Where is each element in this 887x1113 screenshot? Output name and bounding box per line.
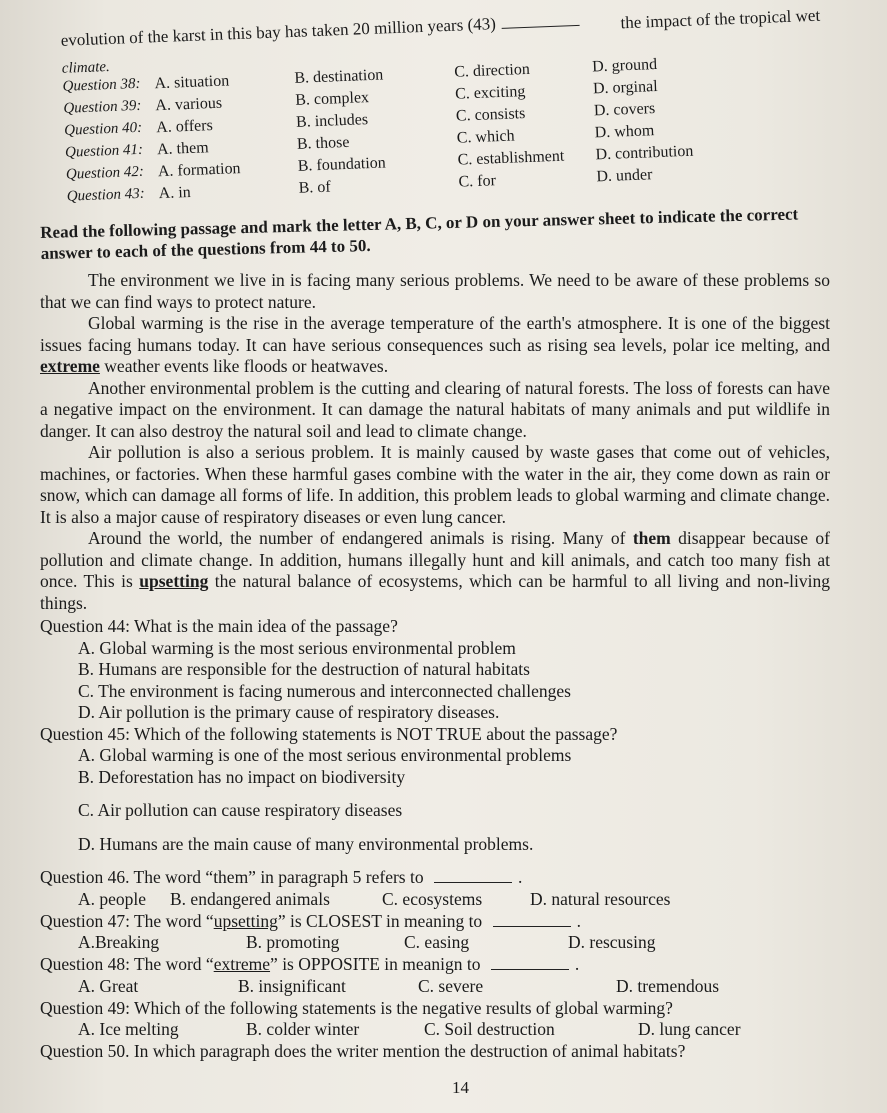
word-upsetting: upsetting [139, 571, 209, 591]
question-49-stem: Question 49: Which of the following statements is the negative results of global warming? [40, 997, 673, 1018]
question-48-option-c: C. severe [418, 975, 484, 996]
cloze-climate-word: climate. [61, 58, 111, 77]
question-label: Question 39: [63, 97, 142, 117]
option-a: A. them [156, 139, 209, 159]
question-46-option-b: B. endangered animals [170, 888, 330, 909]
question-list [40, 616, 830, 1063]
paragraph-1: The environment we live in is facing many serious problems. We need to be aware of these problems so that we can find ways to protect nature. [40, 270, 830, 312]
question-45-option-b: B. Deforestation has no impact on biodiversity [78, 766, 406, 787]
option-d: D. contribution [595, 142, 694, 164]
question-47-stem: Question 47: The word “upsetting” is CLOSEST in meaning to . [40, 910, 581, 931]
option-c: C. which [456, 127, 515, 147]
reading-instructions: Read the following passage and mark the letter A, B, C, or D on your answer sheet to indicate the correct answer to each of the questions from 44 to 50. [40, 204, 799, 263]
question-48-options [78, 976, 830, 998]
option-d: D. whom [594, 122, 655, 142]
word-them: them [632, 528, 671, 548]
question-label: Question 43: [66, 185, 145, 205]
option-b: B. complex [294, 89, 370, 109]
question-48-option-d: D. tremendous [616, 975, 720, 996]
question-49-options [78, 1019, 830, 1041]
option-c: C. consists [455, 105, 526, 125]
question-45-option-d: D. Humans are the main cause of many environmental problems. [78, 833, 534, 854]
question-44-option-b: B. Humans are responsible for the destruction of natural habitats [78, 659, 530, 679]
question-44-stem: Question 44: What is the main idea of the passage? [40, 616, 398, 636]
paragraph-4: Air pollution is also a serious problem. It is mainly caused by waste gases that come out of vehicles, machines, or factories. When these harmful gases combine with the water in the air, they come down as rain or snow, which can damage all forms of life. In addition, this problem leads to global warming and climate change. It is also a major cause of respiratory diseases or even lung cancer. [40, 442, 830, 527]
option-a: A. in [158, 183, 192, 203]
answer-blank [493, 926, 571, 927]
reading-passage [40, 270, 830, 614]
answer-blank [502, 25, 580, 29]
question-48-stem: Question 48: The word “extreme” is OPPOSITE in meanign to . [40, 954, 580, 974]
question-47-option-d: D. rescusing [568, 932, 656, 952]
question-49-option-a: A. Ice melting [78, 1019, 179, 1039]
question-label: Question 40: [63, 119, 143, 139]
option-a: A. situation [154, 72, 230, 93]
question-49-option-c: C. Soil destruction [424, 1019, 555, 1039]
option-c: C. for [458, 172, 497, 191]
question-49-option-d: D. lung cancer [638, 1019, 741, 1039]
answer-blank [434, 882, 512, 883]
page-number: 14 [452, 1078, 469, 1097]
option-b: B. foundation [297, 154, 387, 175]
question-label: Question 38: [62, 75, 141, 95]
cloze-continuation-right: the impact of the tropical wet [620, 5, 821, 33]
option-b: B. destination [294, 66, 384, 87]
question-45-stem: Question 45: Which of the following statements is NOT TRUE about the passage? [40, 723, 618, 744]
paragraph-5: Around the world, the number of endangered animals is rising. Many of them disappear because of pollution and climate change. In addition, humans illegally hunt and kill animals, and catch too many fish at once. This is upsetting the natural balance of ecosystems, which can be harmful to all living and non-living things. [40, 528, 831, 613]
reading-section [40, 204, 831, 1063]
question-47-options [78, 932, 830, 954]
question-47-option-a: A.Breaking [78, 932, 160, 952]
question-46-options [78, 889, 830, 911]
option-d: D. under [596, 166, 653, 186]
paragraph-2: Global warming is the rise in the average temperature of the earth's atmosphere. It is one of the biggest issues facing humans today. It can have serious consequences such as rising sea levels, polar ice melting, and extreme weather events like floods or heatwaves. [40, 313, 830, 376]
previous-questions-block [30, 0, 867, 230]
option-a: A. various [155, 94, 223, 115]
options-38-43 [62, 48, 866, 211]
question-46-option-c: C. ecosystems [382, 888, 483, 909]
question-48-option-b: B. insignificant [238, 975, 346, 996]
question-44-option-a: A. Global warming is the most serious environmental problem [78, 637, 516, 658]
option-a: A. formation [157, 160, 241, 181]
option-d: D. orginal [592, 77, 658, 98]
question-50-stem: Question 50. In which paragraph does the writer mention the destruction of animal habitats? [40, 1041, 686, 1061]
question-44-option-d: D. Air pollution is the primary cause of respiratory diseases. [78, 702, 500, 722]
option-d: D. ground [591, 55, 658, 76]
cloze-continuation-line [60, 11, 586, 51]
option-c: C. exciting [454, 83, 526, 103]
question-46-option-a: A. people [78, 888, 147, 909]
option-a: A. offers [155, 117, 214, 137]
option-b: B. includes [295, 111, 369, 131]
question-48-option-a: A. Great [78, 975, 139, 996]
question-label: Question 41: [64, 141, 144, 161]
paragraph-3: Another environmental problem is the cutting and clearing of natural forests. The loss of forests can have a negative impact on the environment. It can damage the natural habitats of many animals and put wildlife in danger. It can also destroy the natural soil and lead to climate change. [40, 377, 830, 441]
option-c: C. direction [453, 60, 531, 81]
question-49-option-b: B. colder winter [246, 1019, 360, 1039]
option-b: B. of [298, 178, 331, 197]
question-44-option-c: C. The environment is facing numerous and interconnected challenges [78, 680, 571, 701]
option-d: D. covers [593, 100, 656, 120]
question-47-option-b: B. promoting [246, 932, 340, 952]
option-c: C. establishment [457, 147, 565, 169]
answer-blank [491, 969, 569, 970]
option-b: B. those [296, 133, 350, 153]
question-45-option-a: A. Global warming is one of the most serious environmental problems [78, 745, 572, 765]
question-45-option-c: C. Air pollution can cause respiratory diseases [78, 800, 403, 820]
question-46-option-d: D. natural resources [530, 888, 671, 909]
cloze-text: evolution of the karst in this bay has taken 20 million years (43) [60, 14, 497, 50]
word-extreme: extreme [40, 356, 100, 376]
question-47-option-c: C. easing [404, 932, 470, 952]
question-label: Question 42: [65, 163, 145, 183]
question-46-stem: Question 46. The word “them” in paragraph 5 refers to . [40, 867, 523, 887]
